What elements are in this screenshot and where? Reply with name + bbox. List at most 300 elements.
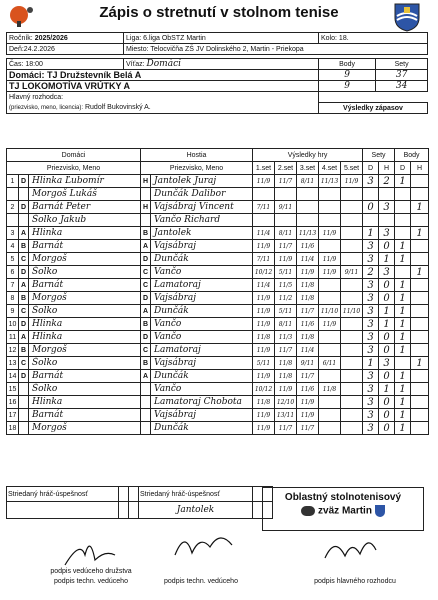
col-games: Výsledky hry — [253, 149, 363, 162]
match-row — [7, 214, 429, 227]
away-player: Dunčák — [151, 253, 253, 266]
away-letter: B — [141, 318, 151, 331]
winner-value: Domáci — [146, 59, 181, 69]
points-away — [411, 344, 429, 357]
home-letter: D — [19, 370, 29, 383]
sets-home: 3 — [363, 422, 379, 435]
home-player: Morgoš — [29, 422, 141, 435]
sets-home: 3 — [363, 240, 379, 253]
away-player: Lamatoraj — [151, 279, 253, 292]
sets-away: 3 — [379, 201, 395, 214]
col-home-name: Priezvisko, Meno — [7, 162, 141, 175]
points-home — [395, 227, 411, 240]
col-set3: 3.set — [297, 162, 319, 175]
season-label: Ročník: — [9, 34, 33, 42]
away-player: Dunčák Dalibor — [151, 188, 253, 201]
matches-table — [6, 148, 429, 435]
set-score-2: 5/11 — [275, 266, 297, 279]
set-score-5 — [341, 422, 363, 435]
away-player: Vančo — [151, 266, 253, 279]
points-away — [411, 292, 429, 305]
points-home: 1 — [395, 292, 411, 305]
points-away — [411, 409, 429, 422]
sets-away: 3 — [379, 357, 395, 370]
points-home: 1 — [395, 253, 411, 266]
match-row — [7, 383, 429, 396]
match-number: 8 — [7, 292, 19, 305]
points-away: 1 — [411, 266, 429, 279]
set-score-3: 9/11 — [297, 357, 319, 370]
home-letter: D — [19, 318, 29, 331]
away-player: Vajsábraj — [151, 409, 253, 422]
home-letter — [19, 214, 29, 227]
away-letter: D — [141, 253, 151, 266]
sets-away: 0 — [379, 396, 395, 409]
home-player: Barnát — [29, 370, 141, 383]
set-score-2: 11/3 — [275, 331, 297, 344]
points-away — [411, 214, 429, 227]
points-away — [411, 370, 429, 383]
away-letter — [141, 409, 151, 422]
away-letter: C — [141, 279, 151, 292]
time-value: 18:00 — [25, 60, 43, 68]
sets-home: 2 — [363, 266, 379, 279]
sets-home: 3 — [363, 409, 379, 422]
match-row — [7, 422, 429, 435]
region-crest-icon — [375, 505, 385, 517]
home-letter — [19, 188, 29, 201]
sets-home: 0 — [363, 201, 379, 214]
home-player: Morgoš — [29, 344, 141, 357]
away-letter: B — [141, 227, 151, 240]
away-letter — [141, 383, 151, 396]
set-score-1: 11/4 — [253, 279, 275, 292]
set-score-1: 11/9 — [253, 318, 275, 331]
points-away — [411, 383, 429, 396]
home-letter: B — [19, 344, 29, 357]
home-player: Šolko — [29, 305, 141, 318]
points-home: 1 — [395, 305, 411, 318]
away-player: Vajsábraj — [151, 292, 253, 305]
set-score-2: 11/5 — [275, 279, 297, 292]
points-home — [395, 188, 411, 201]
set-score-2: 5/11 — [275, 305, 297, 318]
set-score-5 — [341, 344, 363, 357]
sets-home: 3 — [363, 383, 379, 396]
points-home: 1 — [395, 396, 411, 409]
home-letter — [19, 383, 29, 396]
set-score-5 — [341, 383, 363, 396]
sets-away: 0 — [379, 370, 395, 383]
home-player: Morgoš Lukáš — [29, 188, 141, 201]
home-player: Morgoš — [29, 292, 141, 305]
sets-away: 1 — [379, 383, 395, 396]
season-value: 2025/2026 — [34, 34, 68, 42]
match-number: 12 — [7, 344, 19, 357]
points-home: 1 — [395, 331, 411, 344]
set-score-3: 11/7 — [297, 370, 319, 383]
set-score-4 — [319, 279, 341, 292]
venue-value: Telocvičňa ZŠ JV Dolinského 2, Martin - Priekopa — [150, 45, 304, 53]
set-score-1: 11/8 — [253, 331, 275, 344]
match-number: 17 — [7, 409, 19, 422]
set-score-2: 11/8 — [275, 357, 297, 370]
col-set5: 5.set — [341, 162, 363, 175]
sets-home: 3 — [363, 279, 379, 292]
home-player: Šolko — [29, 383, 141, 396]
date-value: 24.2.2026 — [23, 45, 55, 53]
away-player: Vančo — [151, 331, 253, 344]
set-score-4 — [319, 344, 341, 357]
match-number: 15 — [7, 383, 19, 396]
away-letter — [141, 188, 151, 201]
set-score-2: 11/9 — [275, 383, 297, 396]
set-score-3: 11/9 — [297, 409, 319, 422]
set-score-1: 11/9 — [253, 292, 275, 305]
set-score-1: 10/12 — [253, 383, 275, 396]
points-home: 1 — [395, 383, 411, 396]
home-letter — [19, 396, 29, 409]
set-score-5 — [341, 240, 363, 253]
set-score-1: 5/11 — [253, 357, 275, 370]
set-score-3 — [297, 201, 319, 214]
referee-value: Rudolf Bukovinský A. — [84, 104, 151, 112]
away-letter: H — [141, 175, 151, 188]
away-player: Lamatoraj Chobota — [151, 396, 253, 409]
match-number: 7 — [7, 279, 19, 292]
away-letter — [141, 214, 151, 227]
set-score-1: 11/9 — [253, 422, 275, 435]
sig-label-tech-2: podpis techn. vedúceho — [164, 578, 238, 585]
set-score-3: 11/6 — [297, 318, 319, 331]
away-letter: C — [141, 344, 151, 357]
match-number: 6 — [7, 266, 19, 279]
match-number: 14 — [7, 370, 19, 383]
col-home: Domáci — [7, 149, 141, 162]
home-letter: B — [19, 292, 29, 305]
sets-away: 0 — [379, 279, 395, 292]
sets-home — [363, 188, 379, 201]
home-player: Hlinka — [29, 396, 141, 409]
match-row — [7, 357, 429, 370]
set-score-2 — [275, 188, 297, 201]
home-player: Šolko — [29, 266, 141, 279]
sets-home: 3 — [363, 253, 379, 266]
organizer-name: Oblastný stolnotenisový — [284, 492, 402, 503]
points-home: 1 — [395, 409, 411, 422]
away-letter: B — [141, 357, 151, 370]
points-away — [411, 175, 429, 188]
match-number: 5 — [7, 253, 19, 266]
points-home: 1 — [395, 240, 411, 253]
match-number: 16 — [7, 396, 19, 409]
match-row — [7, 201, 429, 214]
sets-away — [379, 188, 395, 201]
points-away — [411, 279, 429, 292]
away-player: Vajsábraj — [151, 240, 253, 253]
set-score-3: 11/9 — [297, 396, 319, 409]
set-score-3: 11/7 — [297, 422, 319, 435]
sets-away: 1 — [379, 318, 395, 331]
sets-home: 3 — [363, 331, 379, 344]
away-points: 9 — [319, 81, 376, 92]
sets-home: 3 — [363, 175, 379, 188]
set-score-4: 11/9 — [319, 227, 341, 240]
match-row — [7, 253, 429, 266]
sets-away: 0 — [379, 344, 395, 357]
away-letter: A — [141, 240, 151, 253]
set-score-5 — [341, 253, 363, 266]
set-score-5: 11/9 — [341, 175, 363, 188]
away-player: Dunčák — [151, 422, 253, 435]
venue-label: Miesto: — [126, 45, 149, 53]
match-row — [7, 292, 429, 305]
match-row — [7, 266, 429, 279]
points-home: 1 — [395, 422, 411, 435]
away-player: Vančo Richard — [151, 214, 253, 227]
set-score-4: 11/9 — [319, 253, 341, 266]
set-score-5 — [341, 370, 363, 383]
away-letter: D — [141, 331, 151, 344]
set-score-4: 11/9 — [319, 318, 341, 331]
set-score-4: 11/9 — [319, 266, 341, 279]
match-number: 3 — [7, 227, 19, 240]
points-home — [395, 214, 411, 227]
round-value: 18. — [338, 34, 349, 42]
set-score-2: 11/7 — [275, 344, 297, 357]
match-row — [7, 175, 429, 188]
set-score-3: 11/9 — [297, 266, 319, 279]
points-home: 1 — [395, 318, 411, 331]
set-score-4: 11/8 — [319, 383, 341, 396]
set-score-1: 11/4 — [253, 227, 275, 240]
result-header-table — [6, 58, 428, 114]
home-player: Hlinka — [29, 318, 141, 331]
signature-referee — [320, 528, 380, 568]
match-row — [7, 409, 429, 422]
home-player: Barnát Peter — [29, 201, 141, 214]
match-row — [7, 370, 429, 383]
set-score-5 — [341, 357, 363, 370]
match-number: 2 — [7, 201, 19, 214]
set-score-3: 11/8 — [297, 292, 319, 305]
points-away — [411, 188, 429, 201]
match-number: 4 — [7, 240, 19, 253]
home-letter: B — [19, 240, 29, 253]
home-letter: A — [19, 331, 29, 344]
set-score-4 — [319, 370, 341, 383]
sub-away-label: Striedaný hráč-úspešnosť — [139, 487, 253, 502]
set-score-5 — [341, 188, 363, 201]
sets-away: 2 — [379, 175, 395, 188]
sets-header: Sety — [394, 60, 409, 68]
match-row — [7, 305, 429, 318]
match-row — [7, 396, 429, 409]
league-value: 6.liga ObSTZ Martin — [143, 34, 206, 42]
sub-away-name: Jantolek — [139, 502, 253, 519]
points-away — [411, 253, 429, 266]
home-player: Hlinka Ľubomír — [29, 175, 141, 188]
set-score-2: 8/11 — [275, 227, 297, 240]
points-away — [411, 318, 429, 331]
col-sets-d: D — [363, 162, 379, 175]
set-score-1: 11/9 — [253, 240, 275, 253]
sets-home: 3 — [363, 305, 379, 318]
sets-home: 3 — [363, 318, 379, 331]
sets-away — [379, 214, 395, 227]
home-points: 9 — [319, 70, 376, 81]
signature-tech-manager — [170, 525, 240, 565]
col-set2: 2.set — [275, 162, 297, 175]
points-home: 1 — [395, 344, 411, 357]
sets-away: 0 — [379, 409, 395, 422]
set-score-5: 11/10 — [341, 305, 363, 318]
match-number: 11 — [7, 331, 19, 344]
set-score-5 — [341, 331, 363, 344]
home-letter: D — [19, 175, 29, 188]
away-letter — [141, 396, 151, 409]
round-label: Kolo: — [321, 34, 337, 42]
home-player: Morgoš — [29, 253, 141, 266]
set-score-2: 12/10 — [275, 396, 297, 409]
home-player: Barnát — [29, 279, 141, 292]
set-score-2: 11/7 — [275, 175, 297, 188]
points-home — [395, 201, 411, 214]
set-score-1 — [253, 188, 275, 201]
set-score-2: 9/11 — [275, 201, 297, 214]
match-number: 1 — [7, 175, 19, 188]
points-home: 1 — [395, 175, 411, 188]
set-score-1: 10/12 — [253, 266, 275, 279]
home-player: Barnát — [29, 409, 141, 422]
col-points-d: D — [395, 162, 411, 175]
set-score-2: 11/2 — [275, 292, 297, 305]
match-row — [7, 240, 429, 253]
sets-away: 3 — [379, 266, 395, 279]
set-score-3: 11/6 — [297, 240, 319, 253]
time-label: Čas: — [9, 60, 24, 68]
home-player: Šolko — [29, 357, 141, 370]
home-letter: C — [19, 305, 29, 318]
home-letter — [19, 409, 29, 422]
set-score-2: 11/7 — [275, 422, 297, 435]
away-letter: C — [141, 266, 151, 279]
away-letter — [141, 422, 151, 435]
away-player: Vančo — [151, 383, 253, 396]
col-sets-h: H — [379, 162, 395, 175]
set-score-3: 11/8 — [297, 331, 319, 344]
home-team: TJ Družstevník Belá A — [47, 70, 142, 80]
away-player: Vančo — [151, 318, 253, 331]
home-letter: C — [19, 253, 29, 266]
set-score-3: 11/7 — [297, 305, 319, 318]
set-score-2: 8/11 — [275, 318, 297, 331]
referee-label: Hlavný rozhodca: — [9, 93, 64, 101]
sets-away: 0 — [379, 331, 395, 344]
home-player: Barnát — [29, 240, 141, 253]
home-player: Šolko Jakub — [29, 214, 141, 227]
set-score-3: 11/13 — [297, 227, 319, 240]
set-score-1: 11/9 — [253, 370, 275, 383]
points-home: 1 — [395, 279, 411, 292]
set-score-1: 11/9 — [253, 175, 275, 188]
match-number: 10 — [7, 318, 19, 331]
set-score-4 — [319, 292, 341, 305]
set-score-3 — [297, 214, 319, 227]
results-label: Výsledky zápasov — [319, 103, 428, 114]
set-score-3: 11/8 — [297, 279, 319, 292]
sets-away: 0 — [379, 240, 395, 253]
set-score-5: 9/11 — [341, 266, 363, 279]
away-letter: D — [141, 292, 151, 305]
sig-label-referee: podpis hlavného rozhodcu — [314, 578, 396, 585]
points-home: 1 — [395, 370, 411, 383]
home-label: Domáci: — [9, 70, 45, 80]
away-sets: 34 — [376, 81, 428, 92]
referee-sub-label: (priezvisko, meno, licencia): — [9, 105, 84, 112]
sets-home: 3 — [363, 370, 379, 383]
points-away — [411, 396, 429, 409]
away-player: Jantolek Juraj — [151, 175, 253, 188]
home-letter — [19, 422, 29, 435]
away-player: Lamatoraj — [151, 344, 253, 357]
set-score-1 — [253, 214, 275, 227]
sets-home: 3 — [363, 292, 379, 305]
away-letter: A — [141, 305, 151, 318]
set-score-3: 11/4 — [297, 344, 319, 357]
set-score-1: 7/11 — [253, 201, 275, 214]
sub-home-label: Striedaný hráč-úspešnosť — [7, 487, 119, 502]
set-score-3 — [297, 188, 319, 201]
sets-away: 3 — [379, 227, 395, 240]
page-title: Zápis o stretnutí v stolnom tenise — [99, 4, 339, 21]
set-score-4 — [319, 422, 341, 435]
set-score-4 — [319, 201, 341, 214]
home-letter: D — [19, 201, 29, 214]
organizer-box — [262, 487, 424, 531]
winner-label: Víťaz: — [126, 61, 145, 68]
set-score-5 — [341, 214, 363, 227]
set-score-2: 13/11 — [275, 409, 297, 422]
points-header: Body — [339, 60, 356, 68]
home-player: Hlinka — [29, 331, 141, 344]
set-score-5 — [341, 396, 363, 409]
set-score-1: 7/11 — [253, 253, 275, 266]
away-letter: H — [141, 201, 151, 214]
set-score-5 — [341, 292, 363, 305]
set-score-5 — [341, 409, 363, 422]
points-away: 1 — [411, 227, 429, 240]
signature-home-manager — [60, 530, 120, 570]
set-score-4 — [319, 240, 341, 253]
match-row — [7, 331, 429, 344]
sets-away: 1 — [379, 305, 395, 318]
set-score-5 — [341, 279, 363, 292]
points-home — [395, 266, 411, 279]
match-row — [7, 279, 429, 292]
sets-away: 1 — [379, 253, 395, 266]
set-score-2: 11/8 — [275, 370, 297, 383]
set-score-4 — [319, 188, 341, 201]
set-score-1: 11/9 — [253, 409, 275, 422]
home-sets: 37 — [376, 70, 428, 81]
set-score-5 — [341, 201, 363, 214]
set-score-2: 11/7 — [275, 240, 297, 253]
away-team: TJ LOKOMOTÍVA VRÚTKY A — [7, 81, 319, 92]
date-label: Deň: — [9, 45, 24, 53]
set-score-2 — [275, 214, 297, 227]
points-away: 1 — [411, 357, 429, 370]
